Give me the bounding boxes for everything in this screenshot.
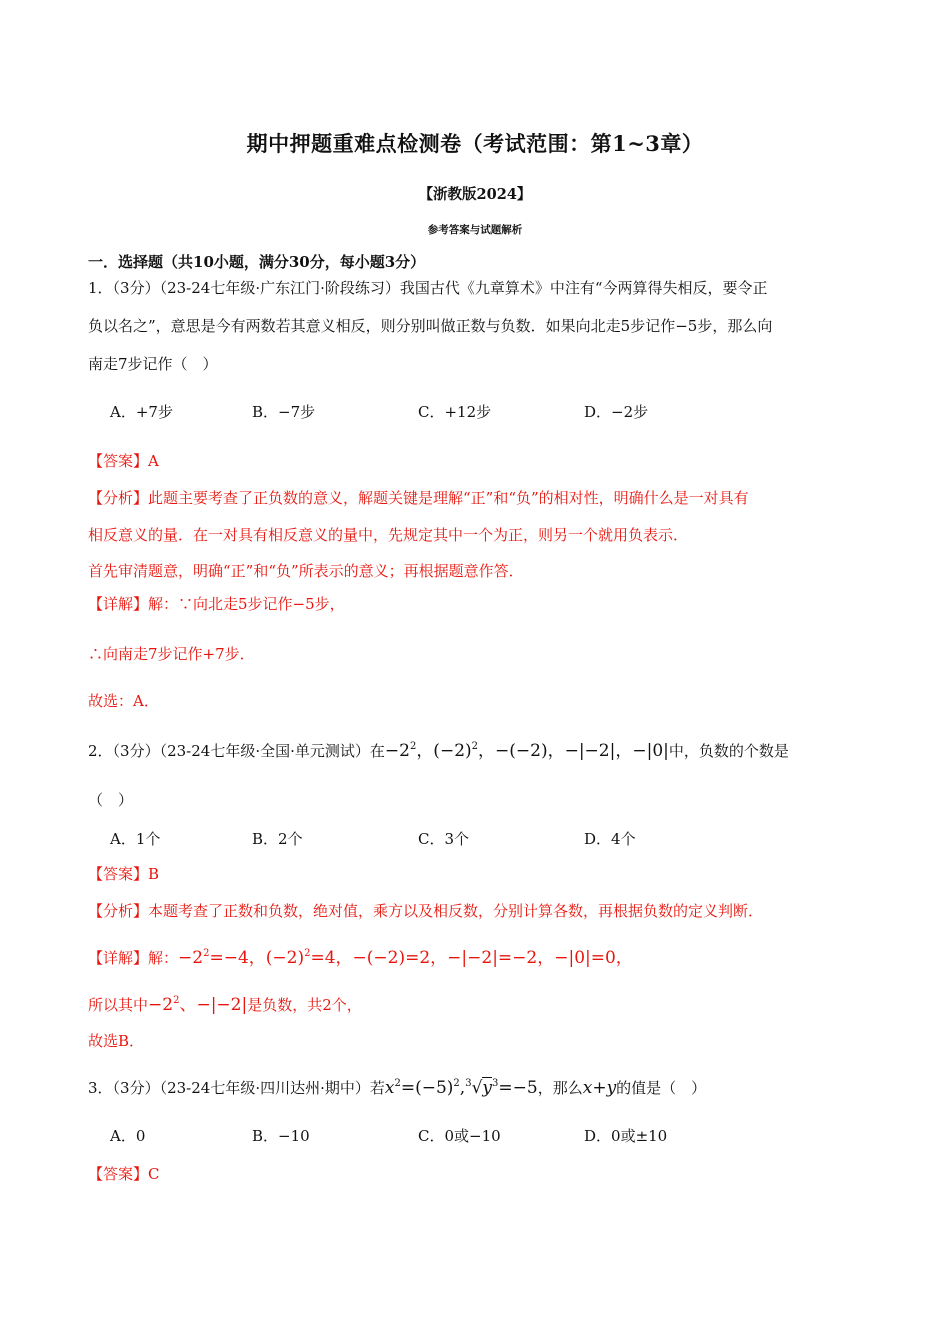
q2-detail-label: 【详解】解： bbox=[88, 949, 179, 967]
q1-analysis-line3: 首先审清题意，明确“正”和“负”所表示的意义；再根据题意作答． bbox=[88, 562, 524, 580]
q2-expr-part: −2 bbox=[384, 741, 410, 761]
q1-choice: 故选：A． bbox=[88, 692, 159, 710]
q3-expr-part: =(−5) bbox=[400, 1078, 454, 1098]
q2-conclusion-part: −2 bbox=[148, 995, 174, 1015]
q1-option-d: D．−2步 bbox=[584, 403, 649, 421]
q3-expr-part: , bbox=[459, 1078, 466, 1098]
q2-conclusion-suffix: 是负数，共2个， bbox=[247, 996, 362, 1014]
q2-conclusion bbox=[88, 995, 362, 1015]
q2-detail-exponent: 2 bbox=[304, 948, 311, 959]
q2-stem-prefix: 2．（3分）（23-24七年级·全国·单元测试）在 bbox=[88, 742, 385, 760]
q2-option-c: C．3个 bbox=[418, 830, 470, 848]
q3-option-b: B．−10 bbox=[252, 1127, 310, 1145]
q1-stem-line3: 南走7步记作（ ） bbox=[88, 355, 218, 373]
q1-option-b: B．−7步 bbox=[252, 403, 316, 421]
q2-stem bbox=[88, 741, 789, 761]
q1-stem-line2: 负以名之”，意思是今有两数若其意义相反，则分别叫做正数与负数．如果向北走5步记作−5步，那么向 bbox=[88, 317, 773, 335]
q2-expr-part: ，(−2) bbox=[416, 741, 472, 761]
q1-analysis-line1: 【分析】此题主要考查了正负数的意义，解题关键是理解“正”和“负”的相对性，明确什么是一对具有 bbox=[88, 489, 749, 507]
q3-exponent: 2 bbox=[394, 1078, 401, 1089]
q1-detail-line2: ∴向南走7步记作+7步． bbox=[88, 645, 255, 663]
q3-stem-variable: x+y bbox=[582, 1078, 617, 1098]
q1-analysis-line2: 相反意义的量．在一对具有相反意义的量中，先规定其中一个为正，则另一个就用负表示． bbox=[88, 526, 689, 544]
q2-option-b: B．2个 bbox=[252, 830, 303, 848]
q2-detail-part: −2 bbox=[178, 948, 204, 968]
edition-subtitle: 【浙教版2024】 bbox=[418, 186, 532, 203]
q3-stem bbox=[88, 1078, 706, 1098]
q3-expr-part: =−5 bbox=[498, 1078, 538, 1098]
q1-option-c: C．+12步 bbox=[418, 403, 492, 421]
q3-exponent: 3 bbox=[492, 1078, 499, 1089]
q2-expr-part: ，−(−2)，−|−2|，−|0| bbox=[478, 741, 669, 761]
q2-stem-expression bbox=[385, 741, 669, 761]
q2-detail-expression bbox=[178, 948, 633, 968]
q2-expr-exponent: 2 bbox=[409, 741, 417, 752]
q3-answer: 【答案】C bbox=[88, 1165, 160, 1183]
q3-stem-expression bbox=[385, 1078, 538, 1098]
q3-var-y: y bbox=[482, 1078, 493, 1098]
q2-paren: （ ） bbox=[88, 791, 134, 809]
q2-conclusion-exponent: 2 bbox=[173, 995, 180, 1006]
q3-exponent: 2 bbox=[453, 1078, 460, 1089]
q3-var-x: x bbox=[384, 1078, 395, 1098]
q3-option-a: A．0 bbox=[110, 1127, 146, 1145]
q2-answer: 【答案】B bbox=[88, 865, 160, 883]
q2-detail bbox=[88, 948, 633, 968]
q3-stem-prefix: 3．（3分）（23-24七年级·四川达州·期中）若 bbox=[88, 1079, 385, 1097]
q2-analysis: 【分析】本题考查了正数和负数，绝对值，乘方以及相反数，分别计算各数，再根据负数的定义判断． bbox=[88, 902, 764, 920]
q2-detail-part: =4，−(−2)=2，−|−2|=−2，−|0|=0， bbox=[310, 948, 633, 968]
q1-detail-line1: 【详解】解：∵向北走5步记作−5步， bbox=[88, 595, 345, 613]
q2-detail-exponent: 2 bbox=[203, 948, 210, 959]
radical-icon: √ bbox=[471, 1078, 483, 1098]
q2-stem-suffix: 中，负数的个数是 bbox=[668, 742, 789, 760]
q3-option-d: D．0或±10 bbox=[584, 1127, 668, 1145]
q3-stem-suffix: 的值是（ ） bbox=[616, 1079, 707, 1097]
q2-conclusion-prefix: 所以其中 bbox=[88, 996, 149, 1014]
q2-detail-part: =−4，(−2) bbox=[209, 948, 305, 968]
q2-option-d: D．4个 bbox=[584, 830, 636, 848]
answer-caption: 参考答案与试题解析 bbox=[427, 224, 523, 236]
page-title: 期中押题重难点检测卷（考试范围：第1~3章） bbox=[246, 131, 704, 156]
q1-answer: 【答案】A bbox=[88, 452, 159, 470]
q3-stem-mid: ，那么 bbox=[537, 1079, 583, 1097]
q1-option-a: A．+7步 bbox=[110, 403, 173, 421]
q2-choice: 故选B． bbox=[88, 1032, 145, 1050]
q3-root-index: 3 bbox=[465, 1078, 472, 1089]
q2-conclusion-part: 、−|−2| bbox=[179, 995, 248, 1015]
section-heading: 一．选择题（共10小题，满分30分，每小题3分） bbox=[88, 253, 426, 271]
q2-option-a: A．1个 bbox=[110, 830, 161, 848]
q2-conclusion-expression bbox=[148, 995, 247, 1015]
q1-stem-line1: 1．（3分）（23-24七年级·广东江门·阶段练习）我国古代《九章算术》中注有“今两算得失相反，要令正 bbox=[88, 279, 768, 297]
q2-expr-exponent: 2 bbox=[471, 741, 479, 752]
q3-option-c: C．0或−10 bbox=[418, 1127, 501, 1145]
